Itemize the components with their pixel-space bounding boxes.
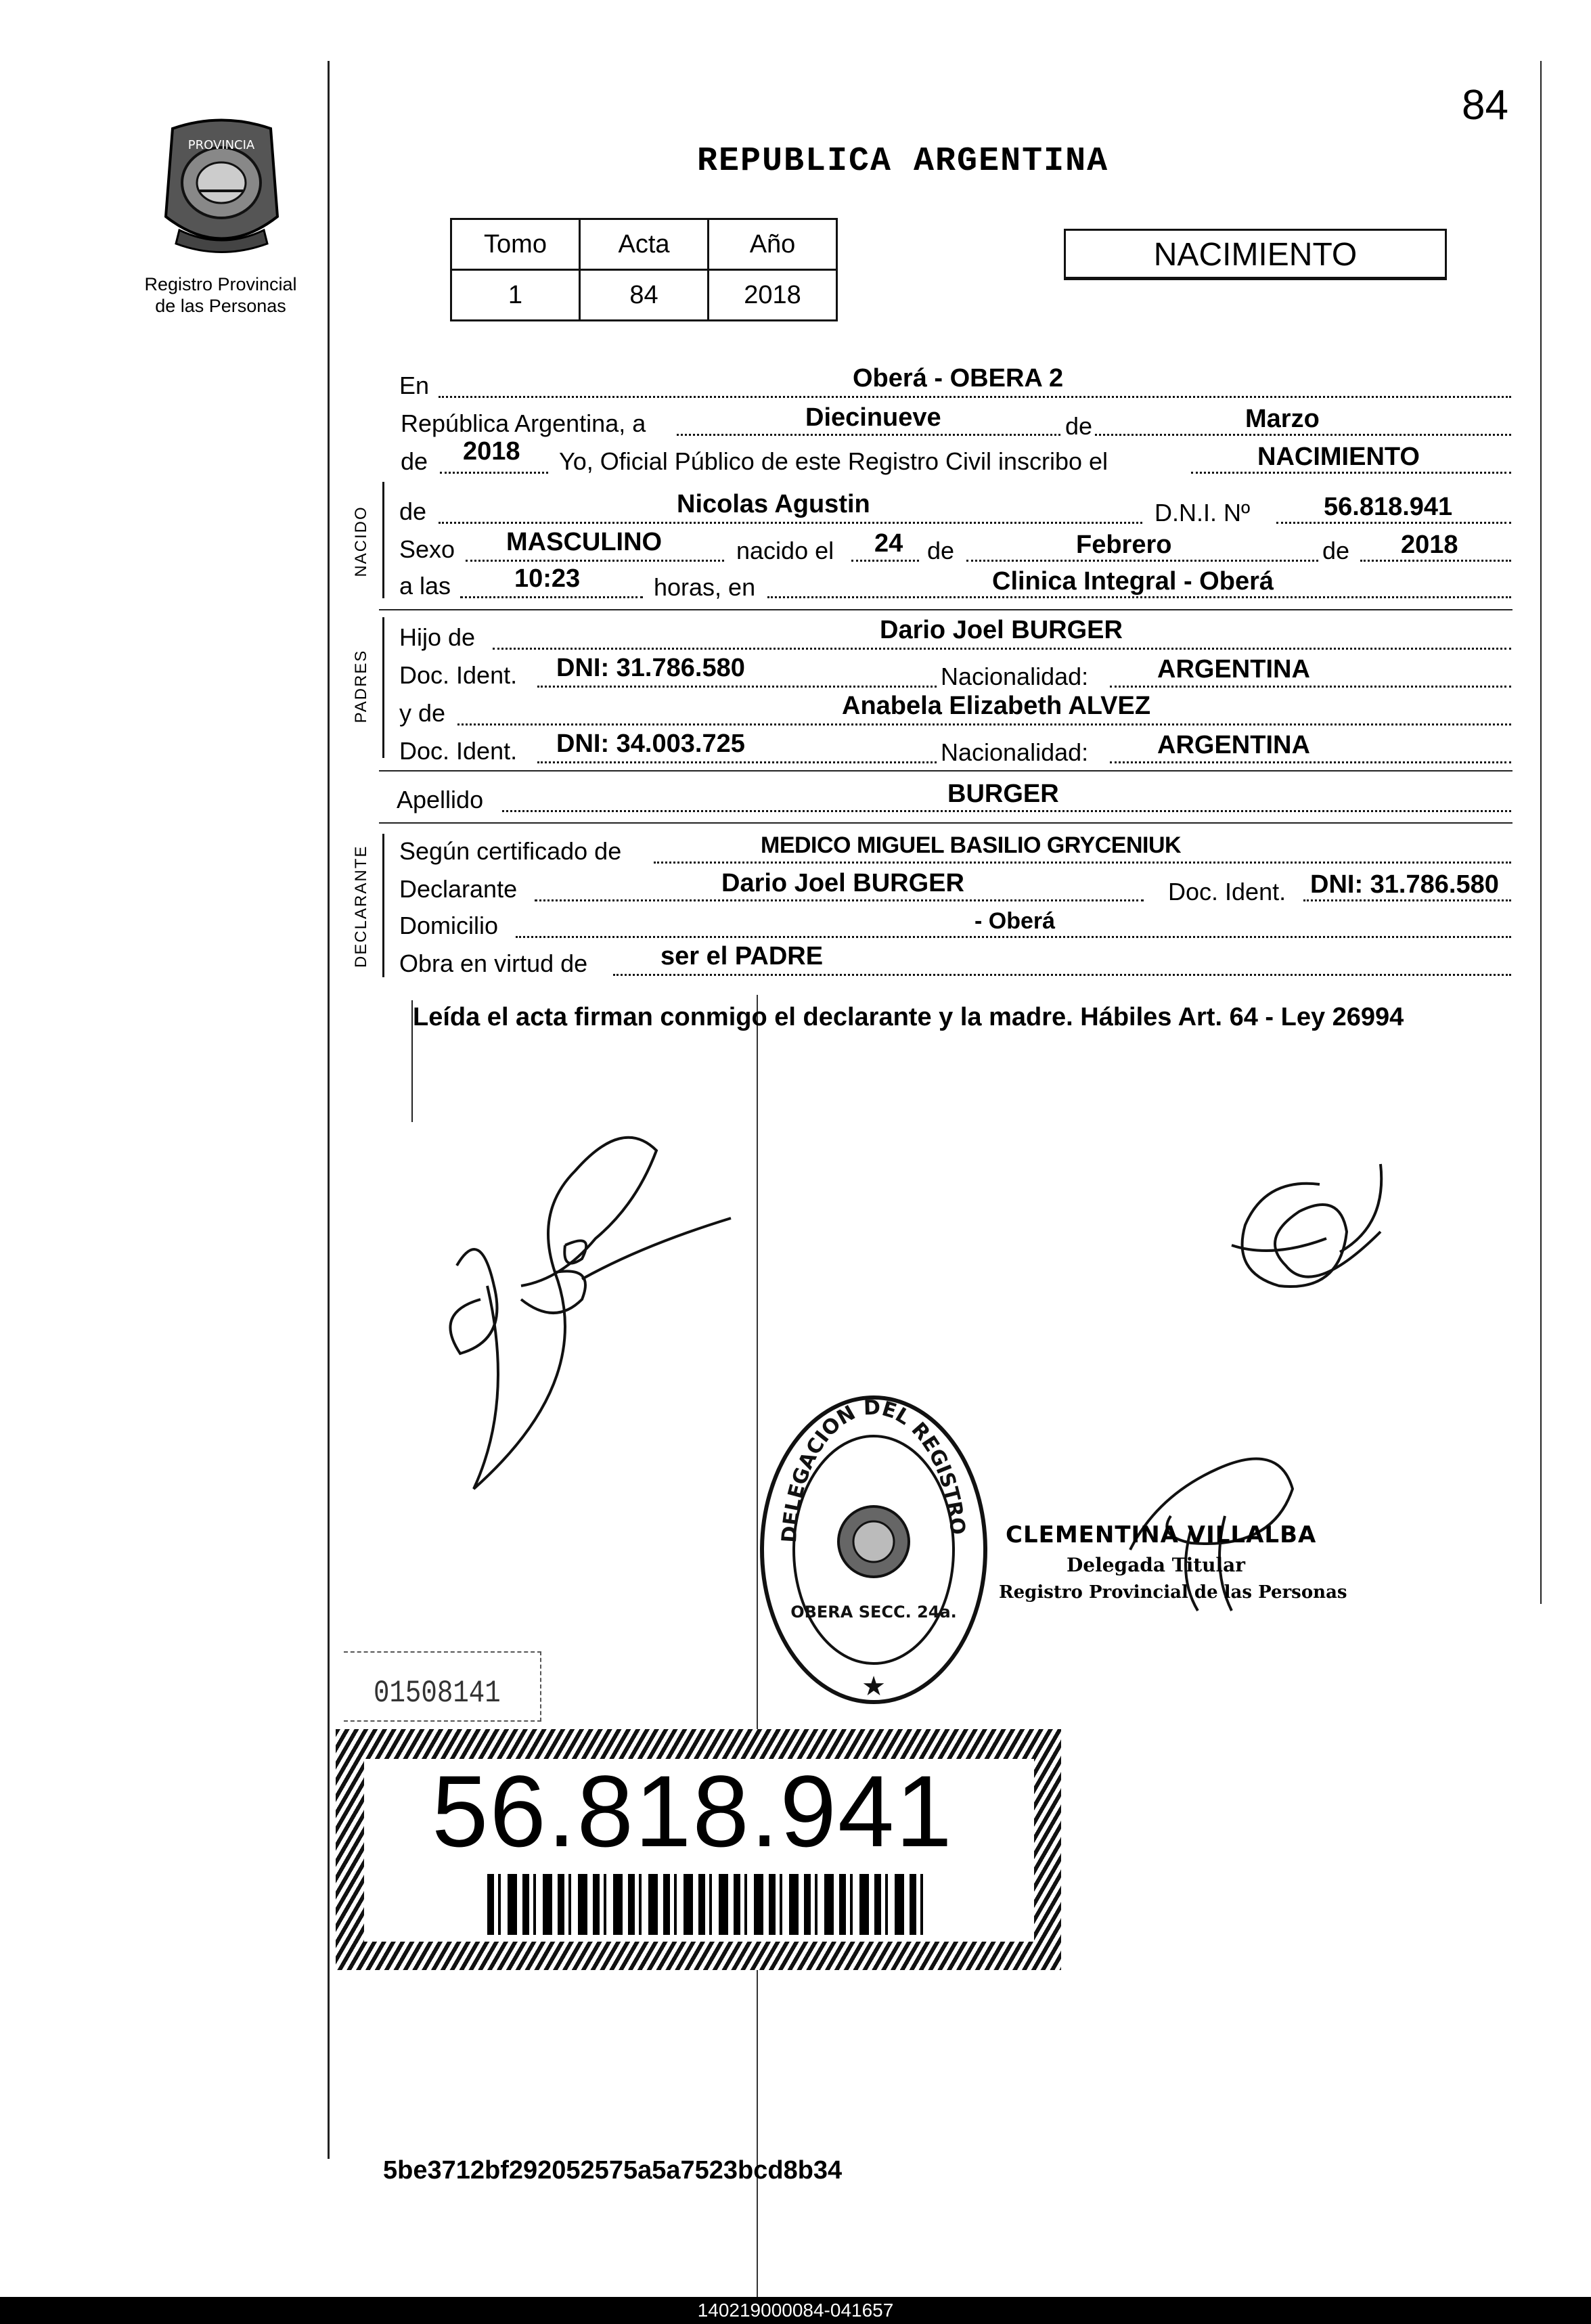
republica-label: República Argentina, a [401, 409, 646, 437]
apellido-value: BURGER [947, 780, 1059, 808]
volume-table [450, 218, 838, 321]
declarante-side-label: DECLARANTE [352, 845, 370, 968]
official-text: Yo, Oficial Público de este Registro Civil inscribo el [559, 447, 1108, 475]
id-label [336, 1729, 1061, 1970]
nacido-bracket [382, 482, 388, 598]
dotted-line [537, 686, 937, 688]
dotted-line [439, 522, 1142, 524]
svg-text:PROVINCIA: PROVINCIA [187, 138, 255, 152]
act-type-label: NACIMIENTO [1153, 237, 1358, 273]
dotted-line [466, 560, 724, 562]
official-name: CLEMENTINA VILLALBA [1006, 1521, 1317, 1548]
a-las-label: a las [399, 572, 451, 600]
seal-ring-text: DELEGACION DEL REGISTRO [777, 1395, 970, 1544]
table-header-tomo: Tomo [451, 219, 580, 270]
serial-stamp [344, 1651, 541, 1722]
official-seal [755, 1387, 992, 1712]
father-doc-value: DNI: 31.786.580 [556, 654, 745, 682]
de-label: de [1062, 414, 1095, 439]
certificado-label: Según certificado de [399, 837, 622, 865]
doc-ident-label: Doc. Ident. [399, 661, 518, 689]
place-value: Oberá - OBERA 2 [853, 364, 1064, 393]
child-dni-value: 56.818.941 [1324, 493, 1453, 521]
day-words-value: Diecinueve [805, 403, 941, 432]
dotted-line [767, 596, 1511, 598]
nacido-side-label: NACIDO [352, 506, 370, 577]
nacionalidad-label: Nacionalidad: [941, 663, 1089, 690]
year-value: 2018 [463, 437, 520, 466]
birth-day-value: 24 [874, 529, 903, 558]
nacionalidad-label: Nacionalidad: [941, 738, 1089, 766]
footer-code: 140219000084-041657 [697, 2300, 894, 2321]
obra-value: ser el PADRE [660, 942, 824, 970]
de-label: de [401, 447, 428, 475]
dotted-line [502, 810, 1511, 812]
mother-doc-value: DNI: 34.003.725 [556, 730, 745, 758]
dotted-line [1303, 899, 1511, 901]
padres-side-label: PADRES [352, 649, 370, 723]
seal-inner-text: OBERA SECC. 24a. [790, 1603, 957, 1622]
footer-bar [0, 2297, 1591, 2324]
declarante-name-value: Dario Joel BURGER [721, 869, 964, 897]
official-title: Delegada Titular [1067, 1554, 1246, 1576]
right-margin-line [1540, 61, 1542, 1604]
table-value-tomo: 1 [451, 270, 580, 321]
dotted-line [613, 974, 1511, 976]
father-nationality-value: ARGENTINA [1157, 655, 1310, 684]
dotted-line [1110, 686, 1511, 688]
doc-ident-label: Doc. Ident. [1168, 878, 1286, 906]
dotted-line [1110, 761, 1511, 763]
birth-year-value: 2018 [1401, 531, 1458, 559]
dotted-line [516, 936, 1511, 938]
de-label: de [1322, 537, 1350, 564]
page-number: 84 [1462, 82, 1508, 129]
dotted-line [457, 723, 1511, 725]
de-label: de [927, 537, 955, 564]
closing-margin-mark [411, 1000, 413, 1122]
doc-ident-label: Doc. Ident. [399, 737, 518, 765]
registry-name-line1: Registro Provincial [144, 274, 297, 294]
seal-star-icon: ★ [861, 1672, 886, 1701]
nacido-el-label: nacido el [736, 537, 834, 564]
signature-declarante [420, 1110, 758, 1516]
domicilio-label: Domicilio [399, 912, 499, 939]
left-margin-line [328, 61, 330, 2159]
en-label: En [399, 372, 430, 399]
province-emblem [152, 115, 291, 264]
dotted-line [439, 396, 1511, 398]
child-name-value: Nicolas Agustin [677, 490, 870, 518]
sexo-label: Sexo [399, 535, 455, 563]
month-value: Marzo [1245, 405, 1320, 433]
id-number: 56.818.941 [432, 1754, 954, 1868]
dotted-line [966, 560, 1318, 562]
domicilio-value: - Oberá [974, 908, 1056, 934]
nacido-de-label: de [399, 497, 427, 525]
dni-label: D.N.I. Nº [1155, 499, 1251, 527]
dotted-line [535, 899, 1144, 901]
sexo-value: MASCULINO [506, 528, 663, 556]
table-header-anio: Año [709, 219, 837, 270]
apellido-label: Apellido [397, 786, 484, 813]
document-hash: 5be3712bf292052575a5a7523bcd8b34 [383, 2156, 843, 2185]
hijo-de-label: Hijo de [399, 623, 476, 651]
official-org: Registro Provincial de las Personas [999, 1582, 1347, 1603]
dotted-line [1276, 522, 1511, 524]
dotted-line [654, 862, 1511, 864]
id-label-inner [364, 1754, 1034, 1942]
section-divider [379, 609, 1512, 610]
padres-bracket [382, 617, 388, 758]
table-header-acta: Acta [580, 219, 709, 270]
registry-name-line2: de las Personas [155, 296, 286, 316]
table-value-acta: 84 [580, 270, 709, 321]
dotted-line [460, 596, 643, 598]
birth-month-value: Febrero [1076, 531, 1172, 559]
section-divider [379, 822, 1512, 824]
act-type-box [1064, 229, 1447, 280]
horas-en-label: horas, en [654, 573, 756, 601]
closing-text: Leída el acta firman conmigo el declarante y la madre. Hábiles Art. 64 - Ley 26994 [413, 1003, 1404, 1031]
declarante-bracket [382, 834, 388, 977]
certificado-value: MEDICO MIGUEL BASILIO GRYCENIUK [761, 832, 1182, 858]
dotted-line [440, 472, 548, 474]
mother-nationality-value: ARGENTINA [1157, 731, 1310, 759]
table-value-anio: 2018 [709, 270, 837, 321]
dotted-line [493, 648, 1511, 650]
declarante-label: Declarante [399, 875, 518, 903]
serial-number: 01508141 [374, 1676, 501, 1711]
dotted-line [1191, 472, 1511, 474]
obra-label: Obra en virtud de [399, 949, 588, 977]
dotted-line [537, 761, 937, 763]
father-name-value: Dario Joel BURGER [880, 616, 1123, 644]
time-value: 10:23 [514, 564, 581, 593]
inscription-type-value: NACIMIENTO [1257, 443, 1420, 471]
signature-madre [1205, 1144, 1448, 1340]
birth-place-value: Clinica Integral - Oberá [992, 567, 1274, 596]
dotted-line [851, 560, 919, 562]
declarante-doc-value: DNI: 31.786.580 [1310, 870, 1499, 899]
section-divider [379, 770, 1512, 772]
country-title: REPUBLICA ARGENTINA [697, 142, 1109, 181]
y-de-label: y de [399, 699, 446, 727]
dotted-line [1360, 560, 1511, 562]
mother-name-value: Anabela Elizabeth ALVEZ [842, 692, 1151, 720]
id-barcode [487, 1874, 924, 1935]
